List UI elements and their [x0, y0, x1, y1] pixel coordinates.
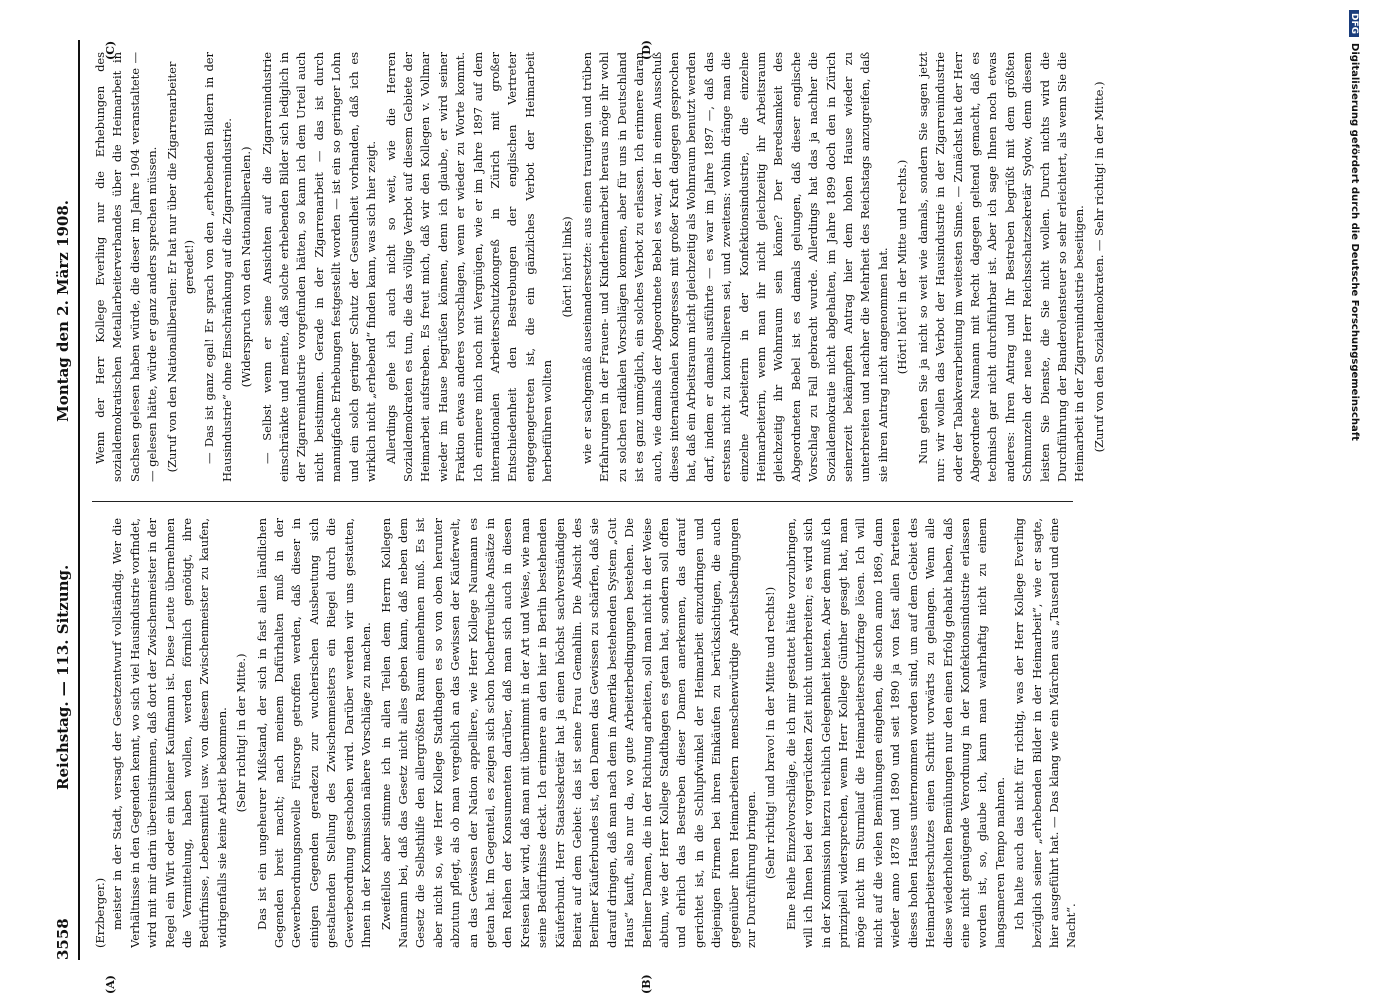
page-header [52, 40, 80, 960]
paragraph: Nun gehen Sie ja nicht so weit wie damals, sondern Sie sagen jetzt nur: wir wollen das Verbot der Hausindustrie in der Zigarrenindustrie oder der Tabakverarbeitung im weitesten Sinne. — Zunächst hat der Herr Abgeordnete Naumann mit Recht dagegen geltend gemacht, daß es technisch gar nicht durchführbar ist. Aber ich sage Ihnen noch etwas anderes: Ihren Antrag und Ihr Bestreben begrüßt mit dem größten Schmunzeln der neue Herr Reichsschatzsekretär Sydow, denn diesem leisten Sie Dienste, die Sie nicht wollen. Durch nichts wird die Durchführung der Banderolensteuer so sehr erleichtert, als wenn Sie die Heimarbeit in der Zigarrenindustrie beseitigen. [915, 52, 1087, 482]
text-columns [92, 40, 1353, 960]
dfg-logo-badge: DFG [1349, 10, 1359, 37]
paragraph: Eine Reihe Einzelvorschläge, die ich mir gestattet hätte vorzubringen, will ich Ihnen bei der vorgerückten Zeit nicht unterbreiten; es wird sich in der Kommission hierzu reichlich Gelegenheit bieten. Aber dem muß ich prinzipiell widersprechen, wenn Herr Kollege Günther gesagt hat, man möge nicht im Sturmlauf die Heimarbeiterschutzfrage lösen. Ich will nicht auf die vielen Bemühungen eingehen, die schon anno 1869, dann wieder anno 1878 und 1890 und seit 1890 ja von fast allen Parteien dieses hohen Hauses unternommen worden sind, um auf dem Gebiet des Heimarbeiterschutzes einen Schritt vorwärts zu gelangen. Wenn alle diese wiederholten Bemühungen nur den einen Erfolg gehabt haben, daß eine nicht genügende Verordnung in der Konfektionsindustrie erlassen worden ist, so, glaube ich, kann man wahrhaftig nicht zu einem langsameren Tempo mahnen. [783, 518, 1007, 948]
speaker-name: (Erzberger.) [93, 877, 107, 948]
header-right-title: Montag den 2. März 1908. [54, 200, 72, 422]
digitization-credit [1344, 10, 1360, 990]
interjection: (Zuruf von den Nationalliberalen: Er hat nur über die Zigarrenarbeiter geredet!) [164, 61, 197, 473]
paragraph: wie er sachgemäß auseinandersetzte: aus einen traurigen und trüben Erfahrungen in der Frauen- und Kinderheimarbeit heraus möge ihr wohl zu solchen radikalen Vorschlägen kommen, aber für uns in Deutschland ist es ganz unmöglich, ein solches Verbot zu erlassen. Ich erinnere daran auch, wie damals der Abgeordnete Bebel es war, der in einem Ausschuß dieses internationalen Kongresses mit großer Kraft dagegen gesprochen hat, daß ein Arbeitsraum nicht gleichzeitig als Wohnraum benutzt werden darf, indem er damals ausführte — es war im Jahre 1897 —, daß das erstens nicht zu kontrollieren sei, und zweitens: wohin dränge man die einzelne Arbeiterin in der Konfektionsindustrie, die einzelne Heimarbeiterin, wenn man ihr nicht gleichzeitig ihr Arbeitsraum gleichzeitig ihr Wohnraum sein könne? Der Beredsamkeit des Abgeordneten Bebel ist es damals gelungen, daß dieser englische Vorschlag zu Fall gebracht wurde. Allerdings hat das ja nachher die Sozialdemokratie nicht abgehalten, im Jahre 1899 doch den in Zürich seinerzeit bekämpften Antrag hier dem hohen Hause wieder zu unterbreiten und nachher die Mehrheit des Reichstags anzugreifen, daß sie ihren Antrag nicht angenommen hat. [579, 52, 890, 482]
margin-label-c: (C) [104, 40, 117, 60]
right-column [92, 52, 1353, 482]
paragraph: Zweifellos aber stimme ich in allen Teilen dem Herrn Kollegen Naumann bei, daß das Gesetz nicht alles geben kann, daß neben dem Gesetz die Selbsthilfe den allergrößten Raum einnehmen muß. Es ist aber nicht so, wie Herr Kollege Stadthagen es so von oben herunter abzutun pflegt, als ob man vergeblich an das Gewissen der Käuferwelt, an das Gewissen der Nation appelliere, wie Herr Kollege Naumann es getan hat. Im Gegenteil, es zeigen sich schon hocherfreuliche Ansätze in den Reihen der Konsumenten darüber, daß man sich auch in diesen Kreisen klar wird, daß man mit übernimmt in der Art und Weise, wie man seine Bedürfnisse deckt. Ich erinnere an den hier in Berlin bestehenden Käuferbund. Herr Staatssekretär hat ja einen höchst sachverständigen Beirat auf dem Gebiet: das ist seine Frau Gemahlin. Die Absicht des Berliner Käuferbundes ist, den Damen das Gewissen zu schärfen, daß sie darauf dringen, daß man nach dem in Amerika bestehenden System „Gut Haus“ kauft, also nur da, wo gute Arbeiterbedingungen bestehen. Die Berliner Damen, die in der Richtung arbeiten, soll man nicht in der Weise abtun, wie der Herr Kollege Stadthagen es getan hat, sondern soll offen und ehrlich das Bestreben dieser Damen anerkennen, das darauf gerichtet ist, in die Schlupfwinkel der Heimarbeit einzudringen und diejenigen Firmen bei ihren Einkäufen zu berücksichtigen, die auch gegenüber ihren Heimarbeitern menschenwürdige Arbeitsbedingungen zur Durchführung bringen. [378, 518, 759, 948]
paragraph: meister in der Stadt, versagt der Gesetzentwurf vollständig. Wer die Verhältnisse in den Gegenden kennt, wo sich viel Hausindustrie vorfindet, wird mit mir darin übereinstimmen, daß dort der Zwischenmeister in der Regel ein Wirt oder ein kleiner Kaufmann ist. Diese Leute übernehmen die Vermittelung, haben wollen, werden förmlich genötigt, ihre Bedürfnisse, Lebensmittel usw. von diesem Zwischenmeister zu kaufen, widrigenfalls sie keine Arbeit bekommen. [110, 518, 229, 948]
margin-label-d: (D) [640, 40, 653, 60]
column-divider [92, 501, 1073, 502]
paragraph: Wenn der Herr Kollege Everling nur die Erhebungen des sozialdemokratischen Metallarbeiterverbandes über die Heimarbeit in Sachsen gelesen haben würde, die dieser im Jahre 1904 veranstaltete — — gelesen hätte, würde er ganz anders sprechen müssen. [93, 52, 160, 482]
interjection: (Sehr richtig! in der Mitte.) [234, 653, 249, 813]
interjection: (Widerspruch von den Nationalliberalen.) [239, 146, 254, 388]
paragraph: Das ist ein ungeheurer Mißstand, der sich in fast allen ländlichen Gegenden breit macht; nach meinem Dafürhalten muß in der Gewerbeordnungsnovelle Fürsorge getroffen werden, daß dieser in einigen Gegenden geradezu zur wucherischen Ausbeutung sich gestaltenden Stellung des Zwischenmeisters ein Riegel durch die Gewerbeordnung geschoben wird. Darüber werden wir uns gestatten, Ihnen in der Kommission nähere Vorschläge zu machen. [254, 518, 374, 948]
margin-label-a: (A) [104, 975, 117, 994]
interjection: (hört! hört! links) [559, 216, 574, 318]
margin-label-b: (B) [640, 974, 653, 994]
interjection: (Sehr richtig! und bravo! in der Mitte und rechts!) [763, 586, 778, 880]
left-column [92, 518, 1353, 948]
paragraph: Allerdings gehe ich auch nicht so weit, wie die Herren Sozialdemokraten es tun, die das völlige Verbot auf diesem Gebiete der Heimarbeit aufstreben. Es freut mich, daß wir den Kollegen v. Vollmar wieder im Hause begrüßen können, denn ich glaube, er wird seiner Fraktion etwas anderes vorschlagen, wenn er wieder zu Worte kommt. Ich erinnere mich noch mit Vergnügen, wie er im Jahre 1897 auf dem internationalen Arbeiterschutzkongreß in Zürich mit großer Entschiedenheit den Bestrebungen der englischen Vertreter entgegengetreten ist, die ein gänzliches Verbot der Heimarbeit herbeiführen wollten [383, 52, 555, 482]
interjection: (Zuruf von den Sozialdemokraten. — Sehr richtig! in der Mitte.) [1091, 81, 1106, 453]
paragraph: — Selbst wenn er seine Ansichten auf die Zigarrenindustrie einschränkte und meinte, daß solche erhebenden Bilder sich lediglich in der Zigarrenindustrie vorgefunden hätten, so kann ich dem Urteil auch nicht beistimmen. Gerade in der Zigarrenarbeit — das ist durch mannigfache Erhebungen festgestellt worden — ist ein so geringer Lohn und ein solch geringer Schutz der Gesundheit vorhanden, daß ich es wirklich nicht „erhebend“ finden kann, was sich hier zeigt. [259, 52, 379, 482]
page-number: 3558 [54, 918, 72, 960]
header-left-title: Reichstag. — 113. Sitzung. [54, 564, 72, 790]
paragraph: — Das ist ganz egal! Er sprach von den „erhebenden Bildern in der Hausindustrie“ ohne Einschränkung auf die Zigarrenindustrie. [202, 52, 234, 482]
interjection: (Hört! hört! in der Mitte und rechts.) [895, 159, 910, 375]
paragraph: Ich halte auch das nicht für richtig, was der Herr Kollege Everling bezüglich seiner „erhebenden Bilder in der Heimarbeit“, wie er sagte, hier ausgeführt hat. — Das klang wie ein Märchen aus „Tausend und eine Nacht“. [1012, 518, 1079, 948]
credit-text: Digitalisierung gefördert durch die Deutsche Forschungsgemeinschaft [1349, 43, 1360, 441]
